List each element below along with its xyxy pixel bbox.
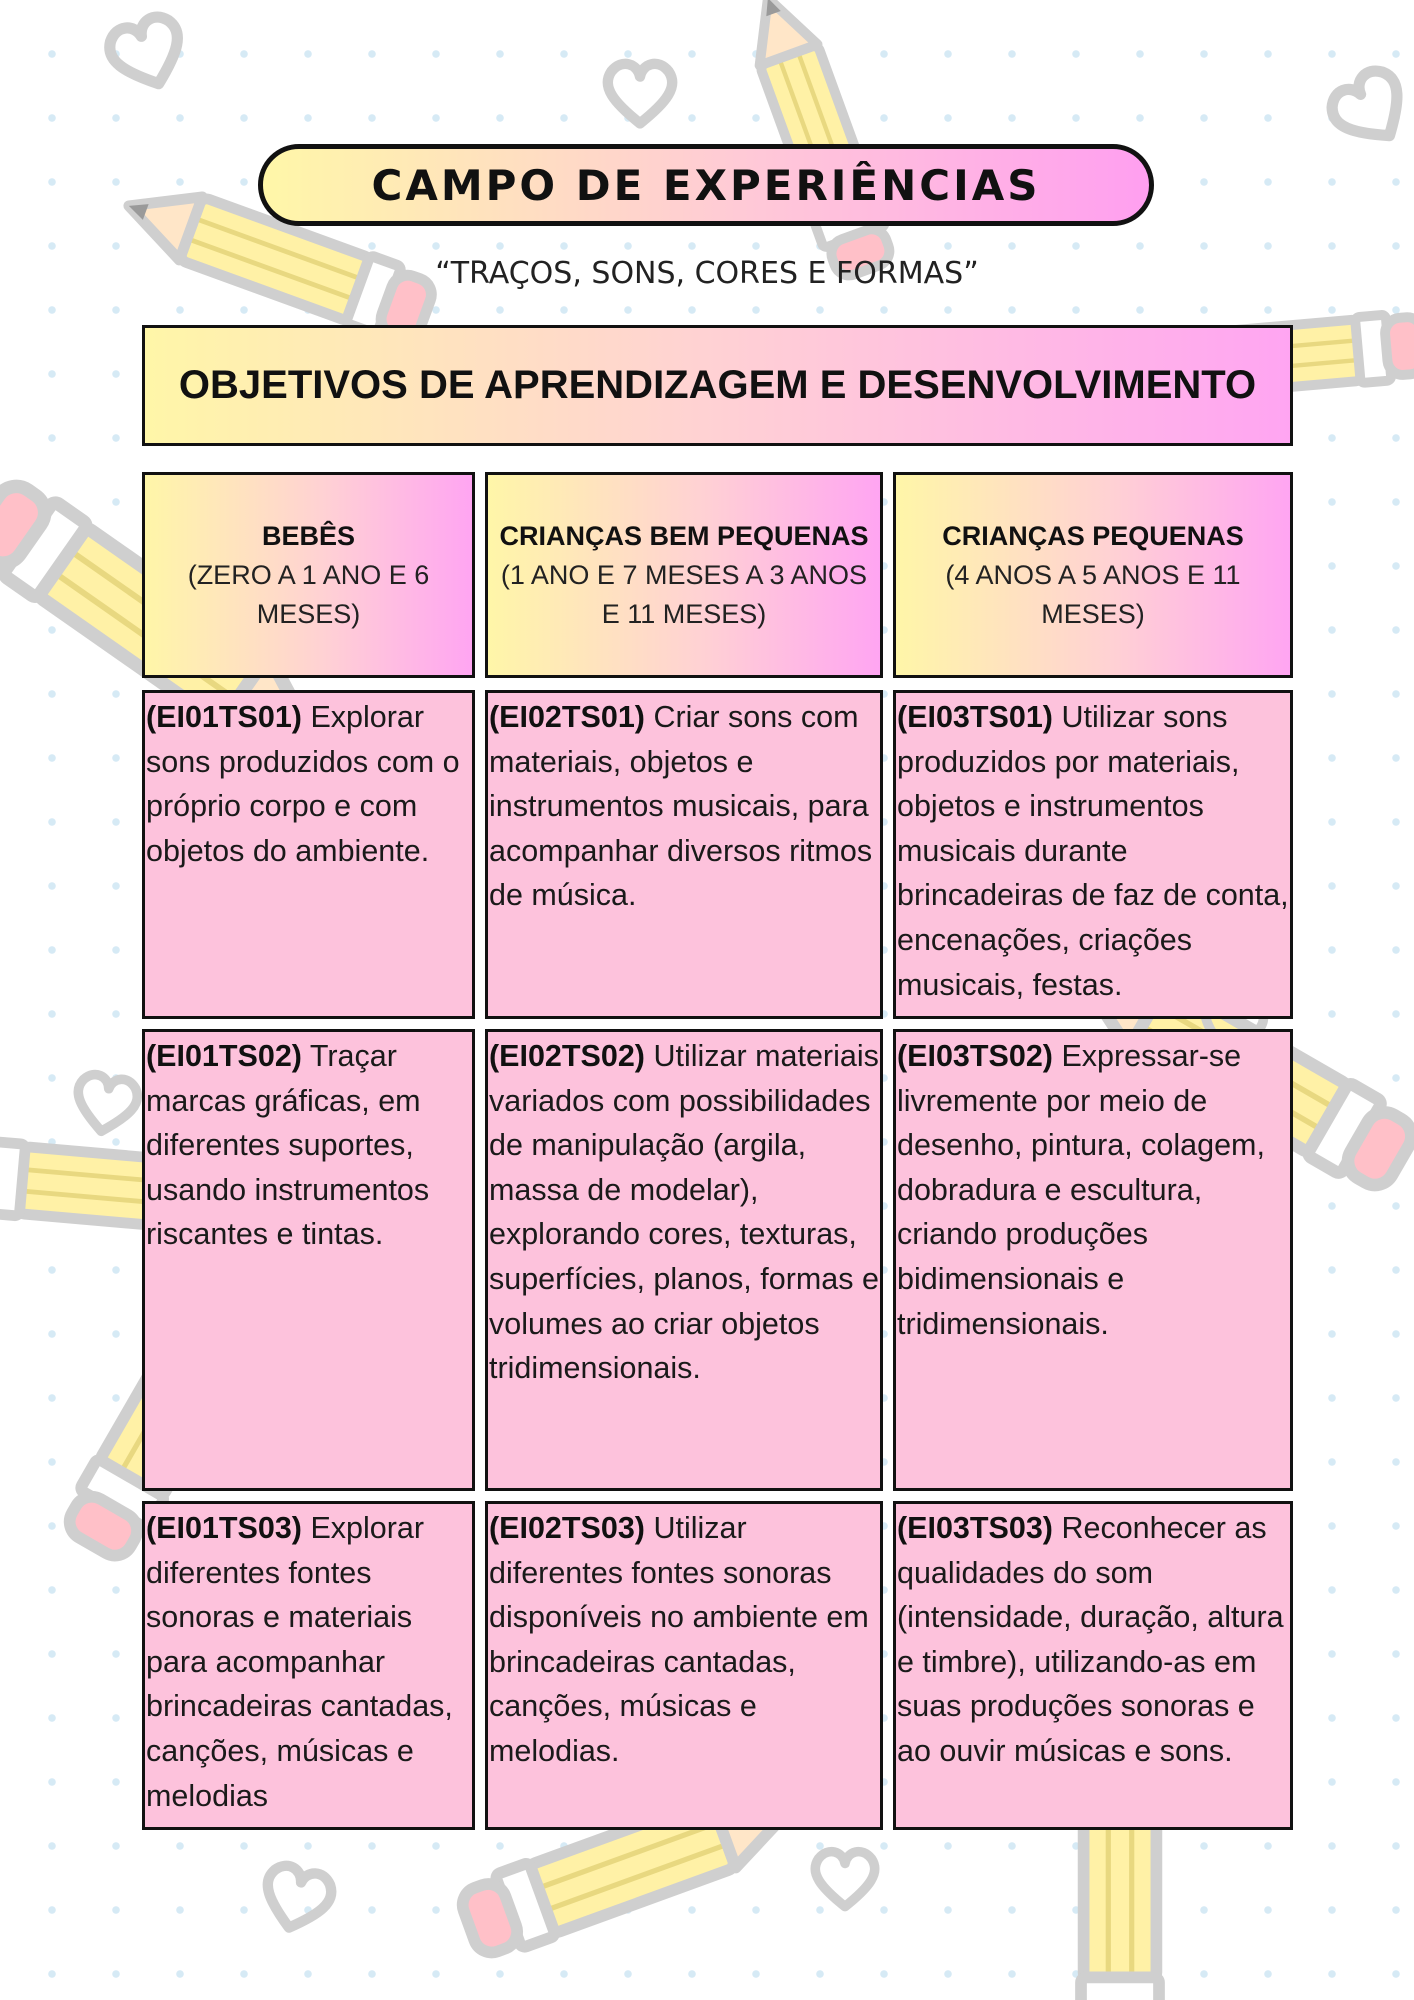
objective-cell-ei03ts01	[893, 690, 1293, 1019]
objective-cell-ei01ts02	[142, 1029, 475, 1491]
objective-cell-ei01ts01	[142, 690, 475, 1019]
column-header-name: CRIANÇAS BEM PEQUENAS	[499, 520, 869, 551]
objective-code: (EI03TS02)	[897, 1039, 1053, 1073]
objective-text: Reconhecer as qualidades do som (intensidade, duração, altura e timbre), utilizando-as em suas produções sonoras e ao ouvir músicas e sons.	[897, 1511, 1284, 1768]
objective-text: Explorar diferentes fontes sonoras e materiais para acompanhar brincadeiras cantadas, canções, músicas e melodias	[146, 1511, 453, 1813]
column-header-name: BEBÊS	[261, 520, 356, 551]
section-title: OBJETIVOS DE APRENDIZAGEM E DESENVOLVIMENTO	[178, 363, 1257, 407]
column-header-range: MESES)	[256, 598, 361, 629]
column-header-criancas-pequenas	[893, 472, 1293, 678]
objective-text: Explorar sons produzidos com o próprio corpo e com objetos do ambiente.	[146, 700, 460, 868]
objective-code: (EI01TS02)	[146, 1039, 302, 1073]
objective-cell-ei03ts02	[893, 1029, 1293, 1491]
objective-code: (EI01TS03)	[146, 1511, 302, 1545]
objective-code: (EI03TS03)	[897, 1511, 1053, 1545]
subtitle: “TRAÇOS, SONS, CORES E FORMAS”	[435, 256, 979, 291]
objective-cell-ei02ts01	[485, 690, 883, 1019]
title-banner	[258, 144, 1154, 226]
objective-code: (EI03TS01)	[897, 700, 1053, 734]
objective-text: Utilizar sons produzidos por materiais, objetos e instrumentos musicais durante brincadeiras de faz de conta, encenações, criações musicais, festas.	[897, 700, 1289, 1002]
column-header-range: (ZERO A 1 ANO E 6	[187, 559, 430, 590]
objective-text: Utilizar materiais variados com possibilidades de manipulação (argila, massa de modelar), explorando cores, texturas, superfícies, planos, formas e volumes ao criar objetos tridimensionais.	[489, 1039, 879, 1386]
section-title-box	[142, 325, 1293, 446]
objective-text: Traçar marcas gráficas, em diferentes suportes, usando instrumentos riscantes e tintas.	[146, 1039, 430, 1252]
objective-code: (EI02TS02)	[489, 1039, 645, 1073]
objective-text: Expressar-se livremente por meio de desenho, pintura, colagem, dobradura e escultura, criando produções bidimensionais e tridimensionais.	[897, 1039, 1265, 1341]
objective-cell-ei01ts03	[142, 1501, 475, 1830]
objective-code: (EI02TS01)	[489, 700, 645, 734]
objective-code: (EI01TS01)	[146, 700, 302, 734]
objective-code: (EI02TS03)	[489, 1511, 645, 1545]
column-header-name: CRIANÇAS PEQUENAS	[942, 520, 1244, 551]
column-header-bebes	[142, 472, 475, 678]
objective-text: Criar sons com materiais, objetos e instrumentos musicais, para acompanhar diversos ritmos de música.	[489, 700, 873, 913]
column-header-range: E 11 MESES)	[601, 598, 767, 629]
page-title: CAMPO DE EXPERIÊNCIAS	[371, 160, 1041, 210]
column-header-range: (4 ANOS A 5 ANOS E 11	[945, 559, 1241, 590]
objective-cell-ei03ts03	[893, 1501, 1293, 1830]
column-header-criancas-bem-pequenas	[485, 472, 883, 678]
column-header-range: MESES)	[1041, 598, 1145, 629]
objective-cell-ei02ts02	[485, 1029, 883, 1491]
objective-text: Utilizar diferentes fontes sonoras disponíveis no ambiente em brincadeiras cantadas, canções, músicas e melodias.	[489, 1511, 869, 1768]
column-header-range: (1 ANO E 7 MESES A 3 ANOS	[500, 559, 868, 590]
objective-cell-ei02ts03	[485, 1501, 883, 1830]
